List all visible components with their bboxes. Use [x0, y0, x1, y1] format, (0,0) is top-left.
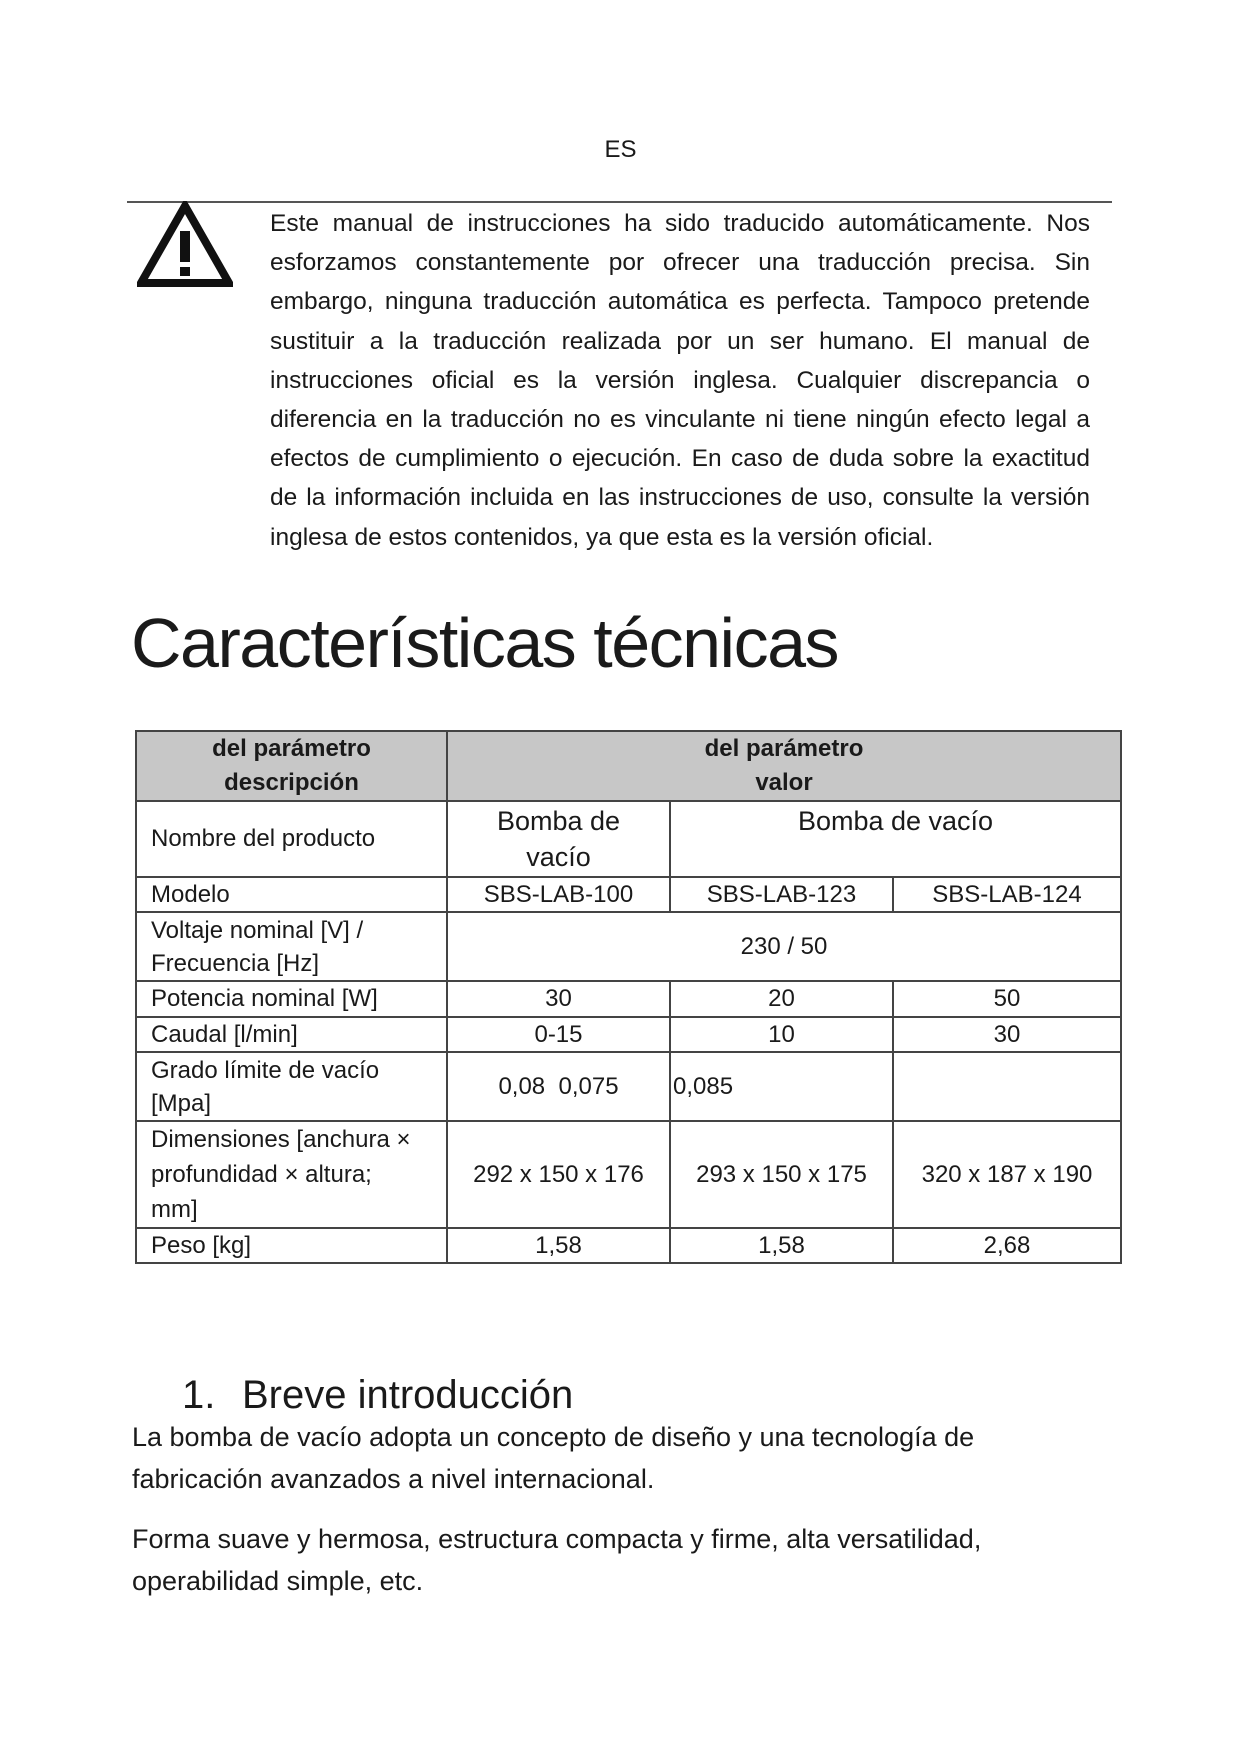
row-label: Modelo	[136, 877, 447, 912]
table-row	[136, 1052, 1121, 1121]
cell-value: 320 x 187 x 190	[893, 1121, 1121, 1228]
cell-value: Bomba de vacío	[447, 801, 670, 877]
cell-value: 2,68	[893, 1228, 1121, 1263]
cell-value: 30	[893, 1017, 1121, 1052]
cell-value: 50	[893, 981, 1121, 1017]
table-row	[136, 912, 1121, 981]
cell-value: 293 x 150 x 175	[670, 1121, 893, 1228]
table-header-row	[136, 731, 1121, 801]
page-title: Características técnicas	[131, 604, 839, 682]
cell-value: SBS-LAB-124	[893, 877, 1121, 912]
table-row	[136, 981, 1121, 1017]
cell-value: 0,085	[670, 1052, 893, 1121]
cell-value: Bomba de vacío	[670, 801, 1121, 877]
header-parameter-value: del parámetro valor	[447, 731, 1121, 801]
cell-value: 30	[447, 981, 670, 1017]
cell-value: 1,58	[447, 1228, 670, 1263]
cell-value: 230 / 50	[447, 912, 1121, 981]
row-label: Grado límite de vacío [Mpa]	[136, 1052, 447, 1121]
technical-specifications-table	[135, 730, 1122, 1264]
cell-value: 0,08 0,075	[447, 1052, 670, 1121]
section-number: 1.	[182, 1373, 216, 1417]
table-row	[136, 1121, 1121, 1228]
section-title: Breve introducción	[242, 1373, 574, 1417]
cell-value	[893, 1052, 1121, 1121]
cell-value: SBS-LAB-123	[670, 877, 893, 912]
header-parameter-description: del parámetro descripción	[136, 731, 447, 801]
row-label: Peso [kg]	[136, 1228, 447, 1263]
table-row	[136, 1228, 1121, 1263]
cell-value: SBS-LAB-100	[447, 877, 670, 912]
table-row	[136, 1017, 1121, 1052]
cell-value: 0-15	[447, 1017, 670, 1052]
row-label: Nombre del producto	[136, 801, 447, 877]
table-row	[136, 801, 1121, 877]
header-divider	[127, 201, 1112, 203]
page-language-label: ES	[604, 136, 637, 163]
intro-paragraph-1: La bomba de vacío adopta un concepto de diseño y una tecnología de fabricación avanzados a nivel internacional.	[132, 1422, 975, 1494]
warning-triangle-icon	[137, 201, 233, 289]
translation-notice: Este manual de instrucciones ha sido traducido automáticamente. Nos esforzamos constantemente por ofrecer una traducción precisa. Sin embargo, ninguna traducción automática es perfecta. Tampoco pretende sustituir a la traducción realizada por un ser humano. El manual de instrucciones oficial es la versión inglesa. Cualquier discrepancia o diferencia en la traducción no es vinculante ni tiene ningún efecto legal a efectos de cumplimiento o ejecución. En caso de duda sobre la exactitud de la información incluida en las instrucciones de uso, consulte la versión inglesa de estos contenidos, ya que esta es la versión oficial.	[270, 210, 1090, 551]
cell-value: 10	[670, 1017, 893, 1052]
row-label: Potencia nominal [W]	[136, 981, 447, 1017]
cell-value: 20	[670, 981, 893, 1017]
cell-value: 292 x 150 x 176	[447, 1121, 670, 1228]
section-heading	[182, 1370, 573, 1420]
table-row	[136, 877, 1121, 912]
row-label: Voltaje nominal [V] / Frecuencia [Hz]	[136, 912, 447, 981]
row-label: Caudal [l/min]	[136, 1017, 447, 1052]
cell-value: 1,58	[670, 1228, 893, 1263]
row-label: Dimensiones [anchura × profundidad × altura; mm]	[136, 1121, 447, 1228]
intro-paragraph-2: Forma suave y hermosa, estructura compacta y firme, alta versatilidad, operabilidad simple, etc.	[132, 1524, 982, 1596]
